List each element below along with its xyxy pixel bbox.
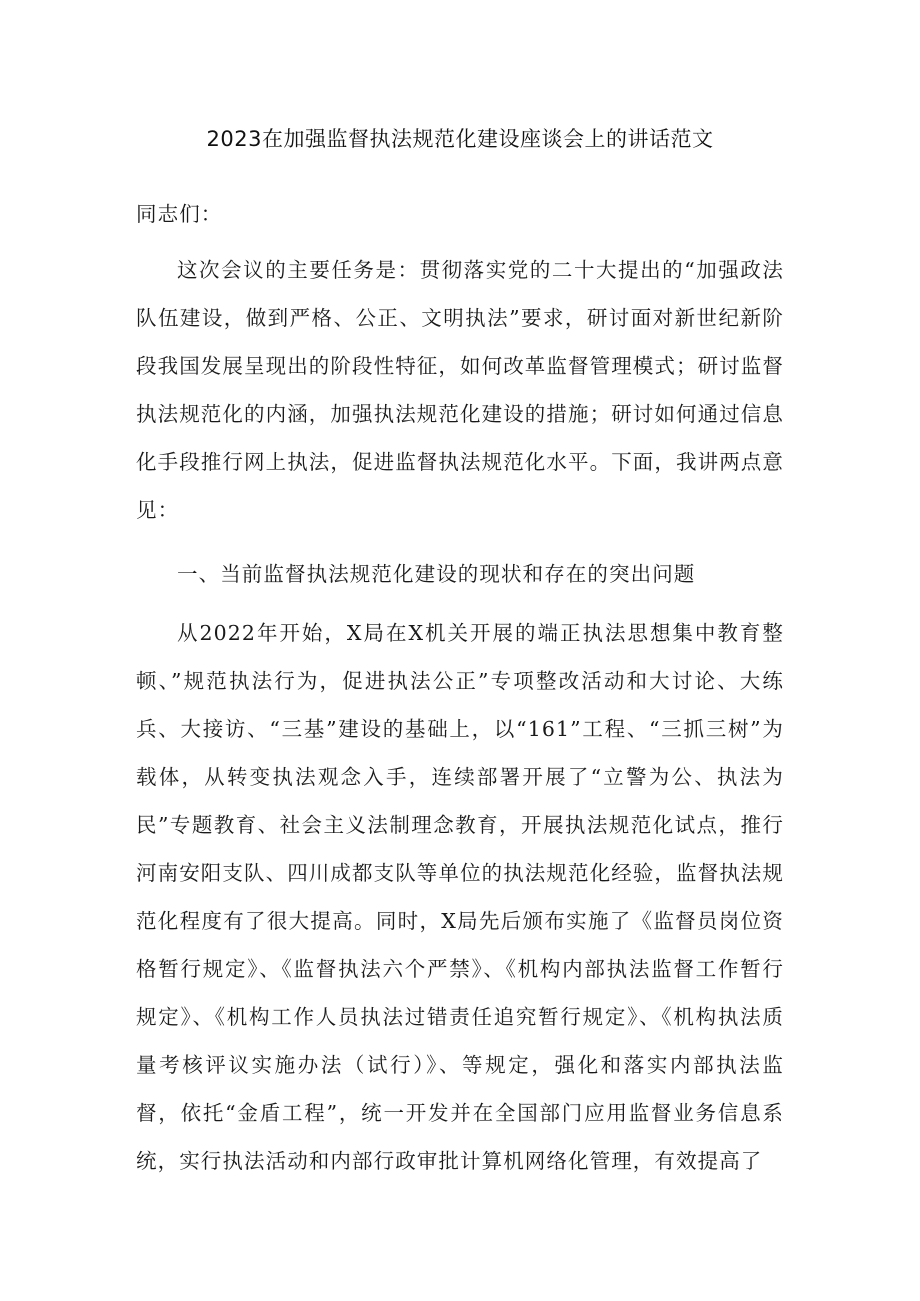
body-paragraph: 从2022年开始，X局在X机关开展的端正执法思想集中教育整顿、”规范执法行为，促进执法公正”专项整改活动和大讨论、大练兵、大接访、“三基”建设的基础上，以“161”工程、“三抓三树”为载体，从转变执法观念入手，连续部署开展了“立警为公、执法为民”专题教育、社会主义法制理念教育，开展执法规范化试点，推行河南安阳支队、四川成都支队等单位的执法规范化经验，监督执法规范化程度有了很大提高。同时，X局先后颁布实施了《监督员岗位资格暂行规定》、《监督执法六个严禁》、《机构内部执法监督工作暂行规定》、《机构工作人员执法过错责任追究暂行规定》、《机构执法质量考核评议实施办法（试行）》、等规定，强化和落实内部执法监督，依托“金盾工程”，统一开发并在全国部门应用监督业务信息系统，实行执法活动和内部行政审批计算机网络化管理，有效提高了 xyxy=(136,621,784,1173)
document-title: 2023在加强监督执法规范化建设座谈会上的讲话范文 xyxy=(206,127,714,151)
salutation: 同志们： xyxy=(136,202,223,226)
body-paragraph: 这次会议的主要任务是：贯彻落实党的二十大提出的“加强政法队伍建设，做到严格、公正、文明执法”要求，研讨面对新世纪新阶段我国发展呈现出的阶段性特征，如何改革监督管理模式；研讨监督执法规范化的内涵，加强执法规范化建设的措施；研讨如何通过信息化手段推行网上执法，促进监督执法规范化水平。下面，我讲两点意见： xyxy=(136,258,784,522)
section-heading: 一、当前监督执法规范化建设的现状和存在的突出问题 xyxy=(177,562,696,586)
